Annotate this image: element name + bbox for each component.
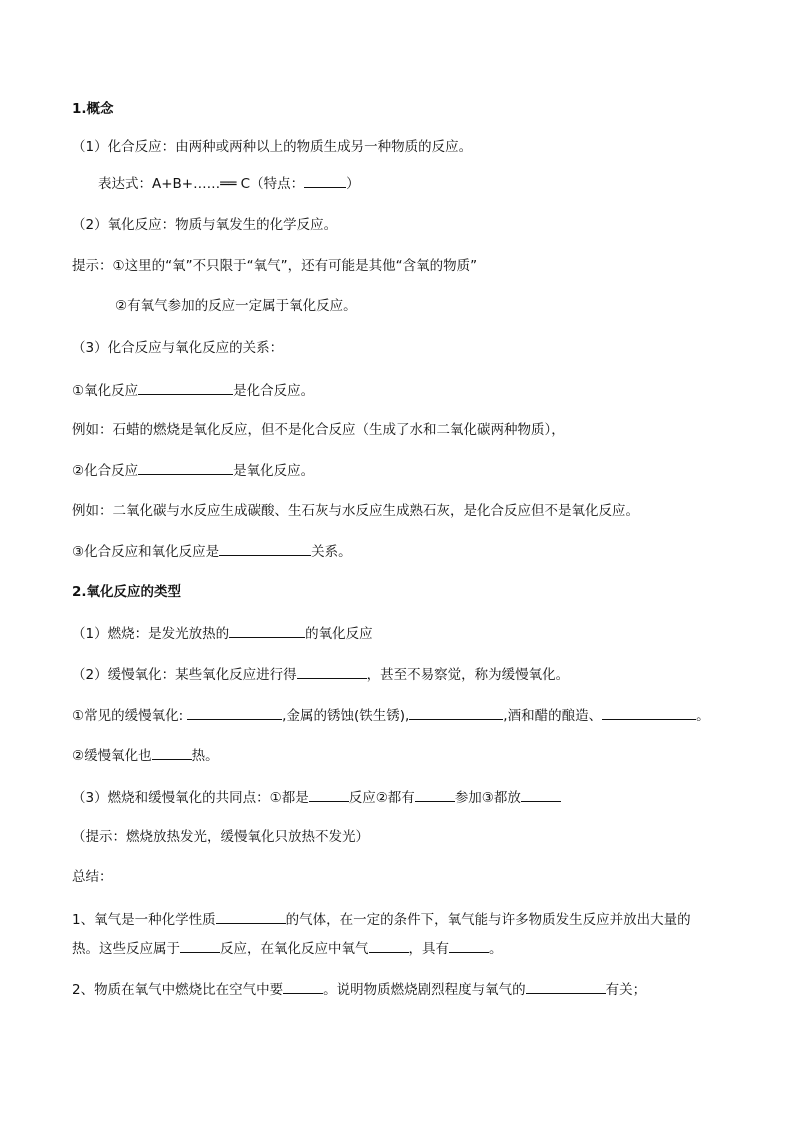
relation-1-prefix: ①氧化反应 xyxy=(72,383,139,399)
common-mid-1: ,金属的锈蚀(铁生锈), xyxy=(282,708,410,724)
relation-3-suffix: 关系。 xyxy=(311,544,352,560)
summary-item-1-line-2 xyxy=(72,938,503,959)
common-blank-3[interactable] xyxy=(602,705,696,720)
example-carbonic-acid: 例如：二氧化碳与水反应生成碳酸、生石灰与水反应生成熟石灰，是化合反应但不是氧化反应。 xyxy=(72,503,639,519)
summary-1-blank-2[interactable] xyxy=(180,938,220,953)
common-prefix: ①常见的缓慢氧化: xyxy=(72,708,184,724)
relation-2-prefix: ②化合反应 xyxy=(72,463,139,479)
relation-item-1 xyxy=(72,380,314,401)
expression-suffix: ） xyxy=(346,176,360,192)
tip-oxygen-participation: ②有氧气参加的反应一定属于氧化反应。 xyxy=(115,298,357,314)
burning-blank[interactable] xyxy=(229,623,305,638)
section-heading-types: 2.氧化反应的类型 xyxy=(72,584,182,600)
summary-1-line2-mid-2: ，具有 xyxy=(408,941,449,957)
burning-prefix: （1）燃烧：是发光放热的 xyxy=(72,626,230,642)
summary-2-prefix: 2、物质在氧气中燃烧比在空气中要 xyxy=(72,982,284,998)
common-points-mid-1: 反应②都有 xyxy=(348,790,415,806)
summary-item-1-line-1 xyxy=(72,909,691,930)
slow-oxidation-blank[interactable] xyxy=(297,664,367,679)
oxidation-reaction-definition: （2）氧化反应：物质与氧发生的化学反应。 xyxy=(72,217,338,233)
common-blank-1[interactable] xyxy=(187,705,282,720)
relation-heading: （3）化合反应与氧化反应的关系： xyxy=(72,340,284,356)
expression-prefix: 表达式：A+B+……══ C（特点： xyxy=(98,176,305,192)
summary-1-prefix: 1、氧气是一种化学性质 xyxy=(72,912,216,928)
heat-prefix: ②缓慢氧化也 xyxy=(72,748,152,764)
burning-suffix: 的氧化反应 xyxy=(305,626,373,642)
common-points-blank-2[interactable] xyxy=(415,787,455,802)
relation-2-suffix: 是氧化反应。 xyxy=(233,463,315,479)
slow-oxidation-suffix: ，甚至不易察觉，称为缓慢氧化。 xyxy=(366,667,570,683)
summary-1-line2-mid-1: 反应，在氧化反应中氧气 xyxy=(220,941,369,957)
expression-line xyxy=(98,173,360,194)
summary-1-blank-1[interactable] xyxy=(216,909,286,924)
common-points-blank-1[interactable] xyxy=(309,787,349,802)
common-mid-2: ,酒和醋的酿造、 xyxy=(503,708,603,724)
burning-tip: （提示：燃烧放热发光，缓慢氧化只放热不发光） xyxy=(72,829,369,845)
summary-1-blank-4[interactable] xyxy=(449,938,489,953)
relation-3-blank[interactable] xyxy=(219,541,311,556)
common-end: 。 xyxy=(696,708,710,724)
relation-2-blank[interactable] xyxy=(138,460,233,475)
heat-blank[interactable] xyxy=(152,745,192,760)
common-points-prefix: （3）燃烧和缓慢氧化的共同点：①都是 xyxy=(72,790,309,806)
common-points-blank-3[interactable] xyxy=(521,787,561,802)
summary-1-blank-3[interactable] xyxy=(369,938,409,953)
summary-1-line2-prefix: 热。这些反应属于 xyxy=(72,941,180,957)
feature-blank[interactable] xyxy=(304,173,346,188)
summary-2-end: 有关； xyxy=(605,982,647,998)
common-points-line xyxy=(72,787,561,808)
summary-1-line2-end: 。 xyxy=(489,941,503,957)
slow-oxidation-heat-line xyxy=(72,745,219,766)
relation-item-2 xyxy=(72,460,314,481)
section-heading-concept: 1.概念 xyxy=(72,101,114,117)
summary-2-blank-2[interactable] xyxy=(526,979,606,994)
summary-2-mid: 。说明物质燃烧剧烈程度与氧气的 xyxy=(323,982,526,998)
relation-1-blank[interactable] xyxy=(138,380,233,395)
common-blank-2[interactable] xyxy=(409,705,503,720)
summary-1-suffix: 的气体，在一定的条件下，氧气能与许多物质发生反应并放出大量的 xyxy=(285,912,691,928)
relation-3-prefix: ③化合反应和氧化反应是 xyxy=(72,544,220,560)
combination-reaction-definition: （1）化合反应：由两种或两种以上的物质生成另一种物质的反应。 xyxy=(72,139,473,155)
summary-2-blank-1[interactable] xyxy=(283,979,323,994)
common-points-mid-2: 参加③都放 xyxy=(454,790,521,806)
slow-oxidation-line xyxy=(72,664,569,685)
relation-item-3 xyxy=(72,541,352,562)
heat-suffix: 热。 xyxy=(191,748,219,764)
example-paraffin: 例如：石蜡的燃烧是氧化反应，但不是化合反应（生成了水和二氧化碳两种物质）， xyxy=(72,422,565,438)
burning-line xyxy=(72,623,373,644)
summary-heading: 总结： xyxy=(72,869,113,885)
common-slow-oxidation-line xyxy=(72,705,710,726)
tip-oxygen: 提示：①这里的“氧”不只限于“氧气”，还有可能是其他“含氧的物质” xyxy=(72,258,478,274)
slow-oxidation-prefix: （2）缓慢氧化：某些氧化反应进行得 xyxy=(72,667,297,683)
summary-item-2 xyxy=(72,979,646,1000)
relation-1-suffix: 是化合反应。 xyxy=(233,383,315,399)
